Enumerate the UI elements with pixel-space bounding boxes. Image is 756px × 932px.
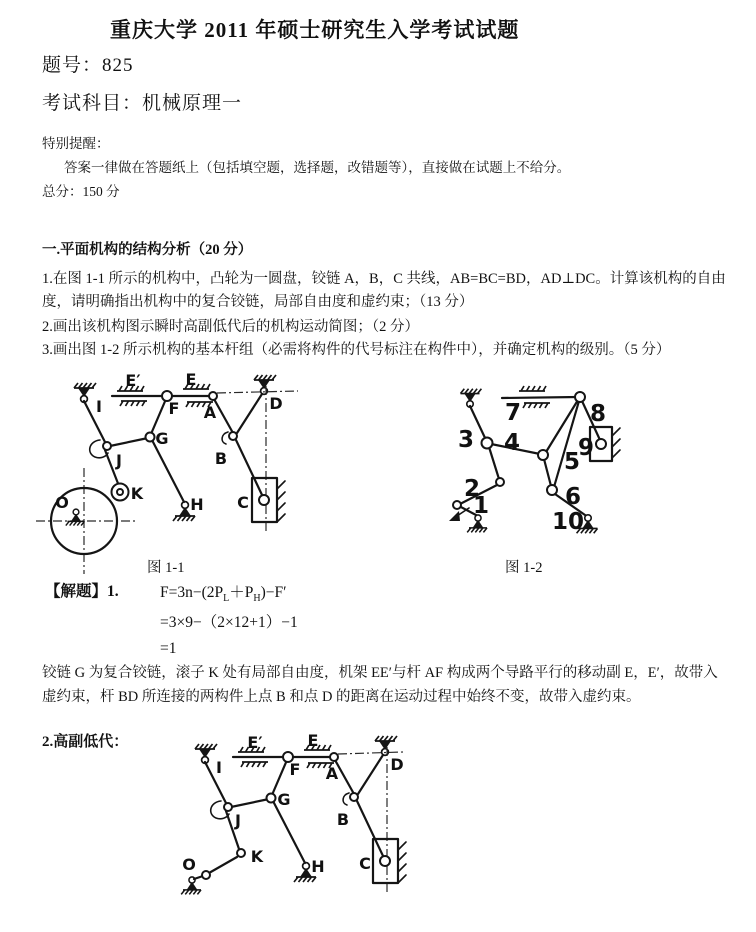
fig3-label-K: K	[250, 847, 264, 866]
fig3-label-H: H	[311, 857, 325, 876]
fig3-label-E: E	[307, 731, 319, 750]
part2-heading: 2.高副低代：	[42, 734, 129, 750]
fig3-label-C: C	[359, 854, 371, 873]
fig3-label-F: F	[289, 760, 301, 779]
fig11-label-F: F	[168, 399, 180, 418]
formula-sub-L: L	[223, 593, 230, 605]
fig3-label-I: I	[216, 758, 222, 777]
solution-paragraph: 铰链 G 为复合铰链，滚子 K 处有局部自由度，机架 EE′与杆 AF 构成两个导路平行的移动副 E，E′，故带入虚约束，杆 BD 所连接的两构件上点 B 和点 D 的距离在运动过程中始终不变，故带入虚约束。	[42, 665, 718, 705]
fig12-label-3: 3	[457, 427, 475, 453]
fig3-label-A: A	[325, 764, 339, 783]
fig3-label-G: G	[277, 790, 291, 809]
fig12-label-9: 9	[577, 435, 595, 461]
fig11-label-C: C	[237, 493, 249, 512]
total-score: 总分：150 分	[42, 184, 120, 199]
fig11-label-Eprime: E′	[125, 371, 141, 390]
fig12-label-1: 1	[472, 493, 490, 519]
fig11-label-I: I	[96, 397, 102, 416]
fig3-label-Eprime: E′	[247, 733, 263, 752]
fig12-label-10: 10	[551, 509, 585, 535]
question-1: 1.在图 1-1 所示的机构中，凸轮为一圆盘，铰链 A，B，C 共线，AB=BC=BD，AD⊥DC。计算该机构的自由度，请明确指出机构中的复合铰链，局部自由度和虚约束；（13 分）	[42, 271, 726, 310]
section1-heading: 一.平面机构的结构分析（20 分）	[42, 242, 253, 258]
solution-formula-line2: =3×9−（2×12+1）−1	[160, 614, 298, 631]
fig3-label-B: B	[336, 810, 350, 829]
notice-body: 答案一律做在答题纸上（包括填空题，选择题，改错题等），直接做在试题上不给分。	[64, 160, 571, 175]
figure-1-1-mechanism-diagram	[30, 368, 315, 580]
page-title: 重庆大学 2011 年硕士研究生入学考试试题	[110, 18, 520, 42]
fig12-label-4: 4	[503, 430, 521, 456]
fig11-label-D: D	[269, 394, 283, 413]
fig11-label-A: A	[203, 403, 217, 422]
notice-title: 特别提醒：	[42, 136, 110, 151]
formula-part-c: )−F′	[260, 584, 287, 601]
fig11-label-O: O	[55, 493, 69, 512]
solution-formula-line3: =1	[160, 640, 177, 657]
fig12-label-7: 7	[504, 400, 522, 426]
fig3-label-O: O	[182, 855, 196, 874]
figure-1-2-mechanism-diagram	[435, 372, 647, 577]
fig12-label-2: 2	[463, 476, 481, 502]
fig11-label-J: J	[116, 451, 122, 470]
exam-number: 题号：825	[42, 55, 134, 76]
fig12-label-8: 8	[589, 401, 607, 427]
fig11-label-K: K	[130, 484, 144, 503]
figure-1-1-caption: 图 1-1	[147, 560, 185, 576]
fig11-label-G: G	[155, 429, 169, 448]
figure-1-2-caption: 图 1-2	[505, 560, 543, 576]
ground-pivot-O2-icon	[181, 877, 201, 894]
ground-pivot-top-left-icon	[461, 389, 482, 407]
ground-pivot-I-icon	[74, 383, 96, 402]
formula-part-b: ＋P	[229, 584, 254, 601]
formula-part-a: F=3n−(2P	[160, 584, 224, 601]
fig11-label-B: B	[214, 449, 228, 468]
fig11-label-E: E	[185, 370, 197, 389]
ground-pivot-I2-icon	[195, 744, 217, 763]
solution-step-label: 【解题】1.	[45, 583, 119, 600]
exam-subject: 考试科目：机械原理一	[42, 93, 243, 114]
fig3-label-J: J	[235, 811, 241, 830]
fig3-label-D: D	[390, 755, 404, 774]
solution-formula-line1	[160, 580, 287, 604]
formula-sub-H: H	[253, 593, 261, 605]
fig12-label-5: 5	[563, 449, 581, 475]
question-3: 3.画出图 1-2 所示机构的基本杆组（必需将构件的代号标注在构件中），并确定机构的级别。（5 分）	[42, 342, 671, 358]
fig11-label-H: H	[190, 495, 204, 514]
figure-substitution-mechanism-diagram	[175, 731, 420, 932]
fig12-label-6: 6	[564, 484, 582, 510]
question-2: 2.画出该机构图示瞬时高副低代后的机构运动简图；（2 分）	[42, 319, 419, 335]
input-direction-arrow-icon	[449, 511, 460, 521]
